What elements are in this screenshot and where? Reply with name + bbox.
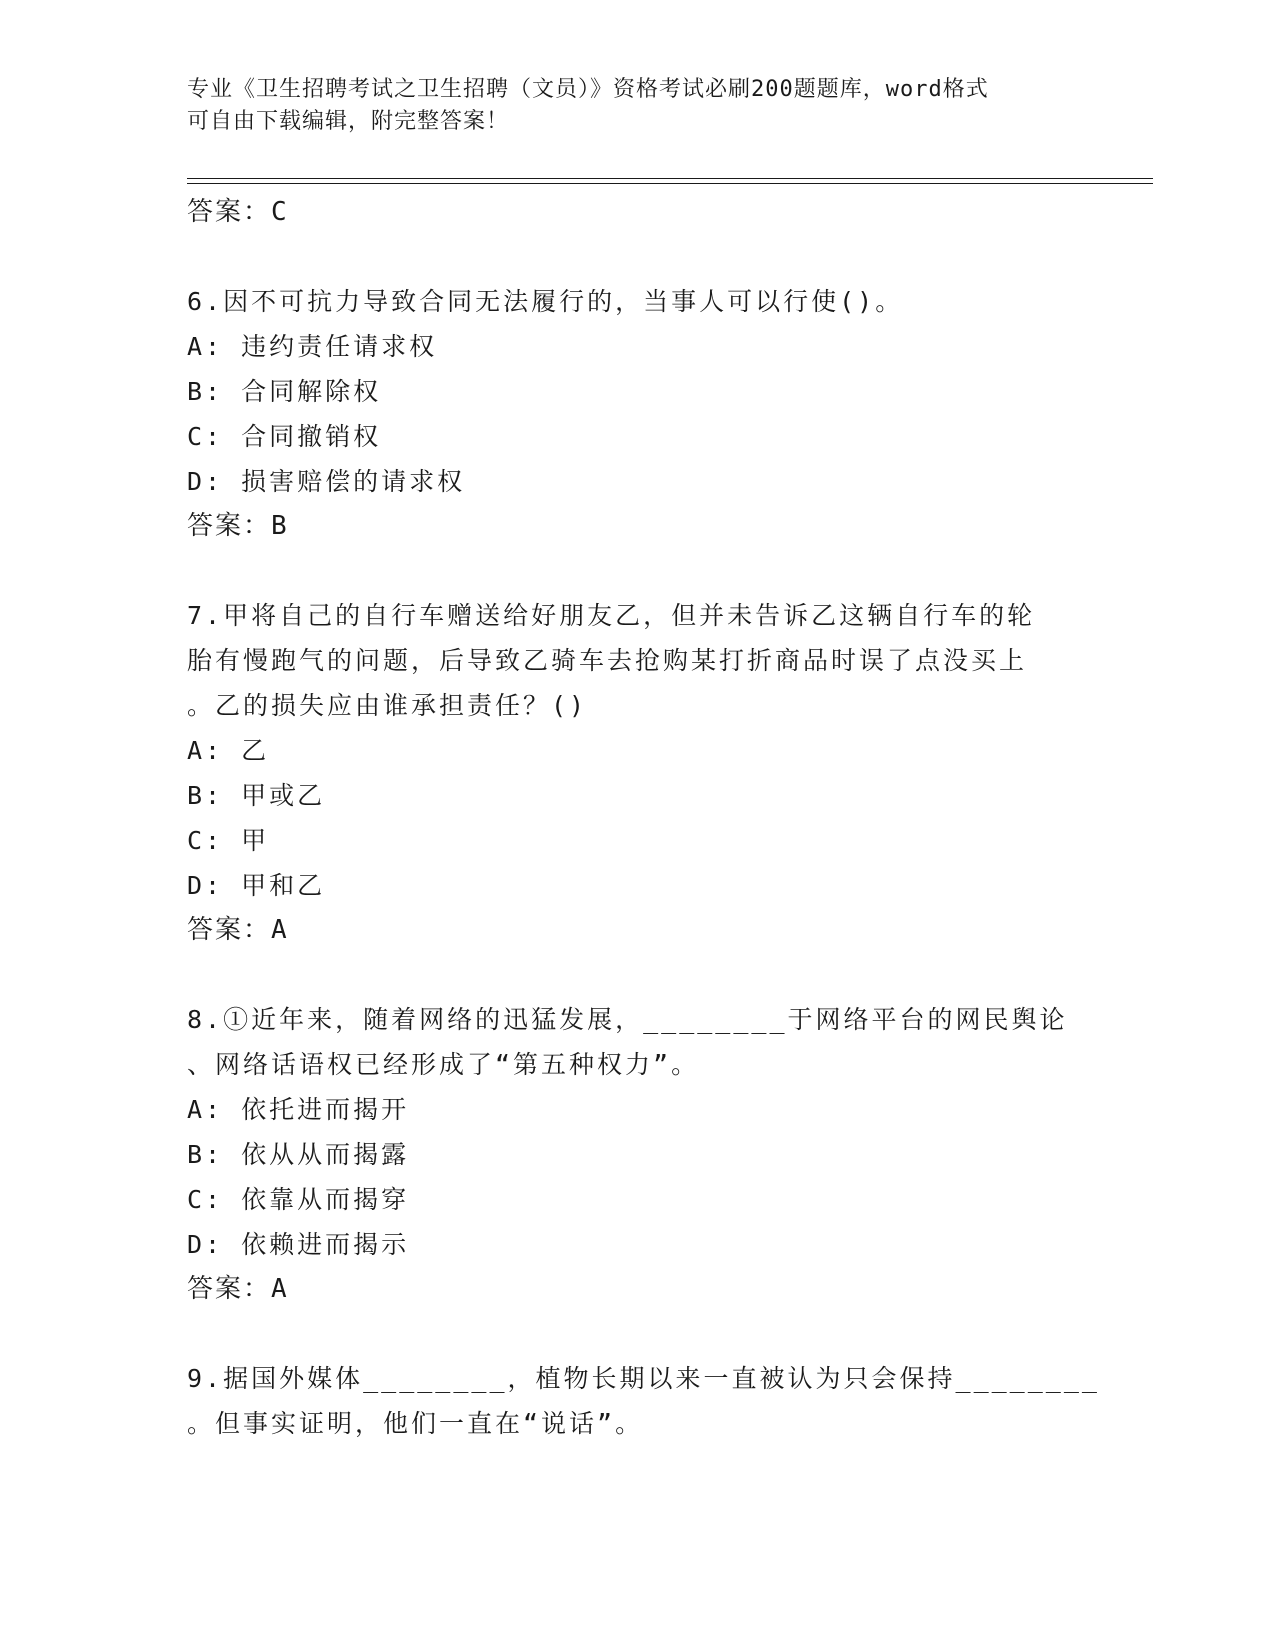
- question-content: [187, 190, 1100, 1446]
- answer-line: 答案：B: [187, 511, 289, 541]
- question-block: [187, 593, 1087, 953]
- question-text: 8.①近年来，随着网络的迅猛发展，________于网络平台的网民舆论: [187, 1005, 1068, 1034]
- question-text: 。但事实证明，他们一直在“说话”。: [187, 1409, 644, 1438]
- spacer: [187, 953, 1087, 997]
- option-d: D: 甲和乙: [187, 871, 326, 900]
- question-block: [187, 997, 1087, 1312]
- spacer: [187, 1312, 1087, 1356]
- option-a: A: 依托进而揭开: [187, 1095, 410, 1124]
- question-text: 9.据国外媒体________，植物长期以来一直被认为只会保持________: [187, 1364, 1100, 1393]
- option-b: B: 合同解除权: [187, 377, 382, 406]
- answer-line: 答案：A: [187, 915, 289, 945]
- question-block: [187, 1356, 1100, 1446]
- option-b: B: 依从从而揭露: [187, 1140, 410, 1169]
- answer-line: 答案：A: [187, 1274, 289, 1304]
- spacer: [187, 235, 1087, 279]
- document-header: [187, 74, 1067, 138]
- spacer: [187, 549, 1087, 593]
- option-a: A: 违约责任请求权: [187, 332, 438, 361]
- header-divider-bottom: [187, 183, 1153, 184]
- option-c: C: 依靠从而揭穿: [187, 1185, 410, 1214]
- option-d: D: 损害赔偿的请求权: [187, 467, 466, 496]
- option-c: C: 合同撤销权: [187, 422, 382, 451]
- option-b: B: 甲或乙: [187, 781, 326, 810]
- option-a: A: 乙: [187, 736, 270, 765]
- question-text: 胎有慢跑气的问题，后导致乙骑车去抢购某打折商品时误了点没买上: [187, 646, 1028, 675]
- previous-answer: 答案：C: [187, 197, 289, 227]
- header-line-2: 可自由下载编辑，附完整答案！: [187, 109, 510, 134]
- question-text: 7.甲将自己的自行车赠送给好朋友乙，但并未告诉乙这辆自行车的轮: [187, 601, 1036, 630]
- question-block: [187, 279, 1087, 549]
- question-text: 6.因不可抗力导致合同无法履行的，当事人可以行使()。: [187, 287, 904, 316]
- question-text: 。乙的损失应由谁承担责任？(): [187, 691, 588, 720]
- option-c: C: 甲: [187, 826, 270, 855]
- header-divider-top: [187, 178, 1153, 179]
- question-text: 、网络话语权已经形成了“第五种权力”。: [187, 1050, 700, 1079]
- option-d: D: 依赖进而揭示: [187, 1230, 410, 1259]
- header-line-1: 专业《卫生招聘考试之卫生招聘（文员）》资格考试必刷200题题库，word格式: [187, 77, 989, 102]
